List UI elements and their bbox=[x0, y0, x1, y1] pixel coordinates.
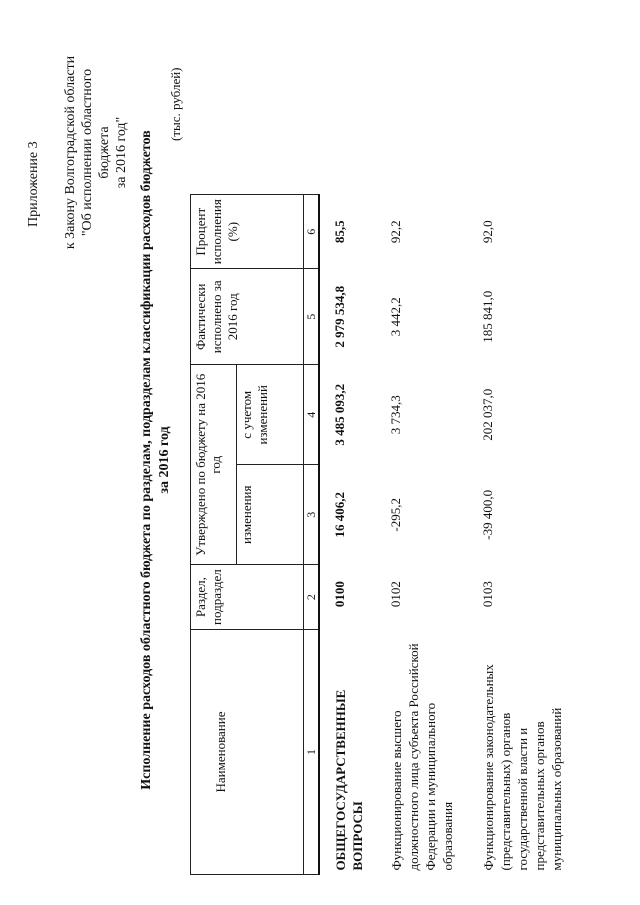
column-number: 3 bbox=[304, 465, 320, 565]
row-actual: 3 442,2 bbox=[388, 297, 403, 337]
column-number: 4 bbox=[304, 365, 320, 465]
document-title bbox=[138, 55, 174, 865]
header-percent: Процент исполнения (%) bbox=[191, 195, 304, 269]
row-changes: -295,2 bbox=[388, 497, 403, 532]
row-with-changes: 3 734,3 bbox=[388, 395, 403, 435]
law-line-2: "Об исполнении областного бюджета bbox=[80, 68, 112, 237]
title-line-1: Исполнение расходов областного бюджета по разделам, подразделам классификации расходов бюджетов bbox=[139, 130, 154, 790]
table-header-row bbox=[191, 195, 237, 875]
column-number: 1 bbox=[304, 630, 320, 875]
row-name: ОБЩЕГОСУДАРСТВЕННЫЕ ВОПРОСЫ bbox=[333, 689, 365, 871]
row-with-changes: 202 037,0 bbox=[480, 388, 495, 441]
title-line-2: за 2016 год bbox=[157, 426, 172, 494]
table-row bbox=[386, 195, 478, 875]
header-actual: Фактически исполнено за 2016 год bbox=[191, 269, 304, 365]
header-section: Раздел, подраздел bbox=[191, 565, 304, 630]
column-number-row bbox=[304, 195, 320, 875]
expenditure-table bbox=[190, 194, 567, 875]
row-percent: 85,5 bbox=[332, 220, 347, 244]
header-changes: изменения bbox=[236, 465, 303, 565]
header-with-changes: с учетом изменений bbox=[236, 365, 303, 465]
row-changes: 16 406,2 bbox=[332, 492, 347, 538]
law-line-1: к Закону Волгоградской области bbox=[63, 55, 78, 250]
column-number: 6 bbox=[304, 195, 320, 269]
header-name: Наименование bbox=[191, 630, 304, 875]
row-name: Функционирование законодательных (представительных) органов государственной власти и представительных органов муниципальных образований bbox=[481, 664, 564, 871]
row-actual: 2 979 534,8 bbox=[332, 285, 347, 348]
law-reference bbox=[62, 50, 130, 255]
row-code: 0100 bbox=[332, 581, 347, 608]
law-line-3: за 2016 год" bbox=[114, 116, 129, 189]
row-name: Функционирование высшего должностного лица субъекта Российской Федерации и муниципального образования bbox=[389, 643, 455, 871]
row-percent: 92,0 bbox=[480, 220, 495, 244]
header-approved: Утверждено по бюджету на 2016 год bbox=[191, 365, 237, 565]
appendix-label: Приложение 3 bbox=[26, 141, 41, 227]
unit-label: (тыс. рублей) bbox=[168, 67, 183, 141]
column-number: 2 bbox=[304, 565, 320, 630]
row-with-changes: 3 485 093,2 bbox=[332, 383, 347, 446]
row-code: 0102 bbox=[388, 581, 403, 608]
table-row bbox=[319, 195, 386, 875]
row-percent: 92,2 bbox=[388, 220, 403, 244]
row-code: 0103 bbox=[480, 581, 495, 608]
row-changes: -39 400,0 bbox=[480, 489, 495, 540]
table-row bbox=[478, 195, 567, 875]
row-actual: 185 841,0 bbox=[480, 290, 495, 343]
column-number: 5 bbox=[304, 269, 320, 365]
